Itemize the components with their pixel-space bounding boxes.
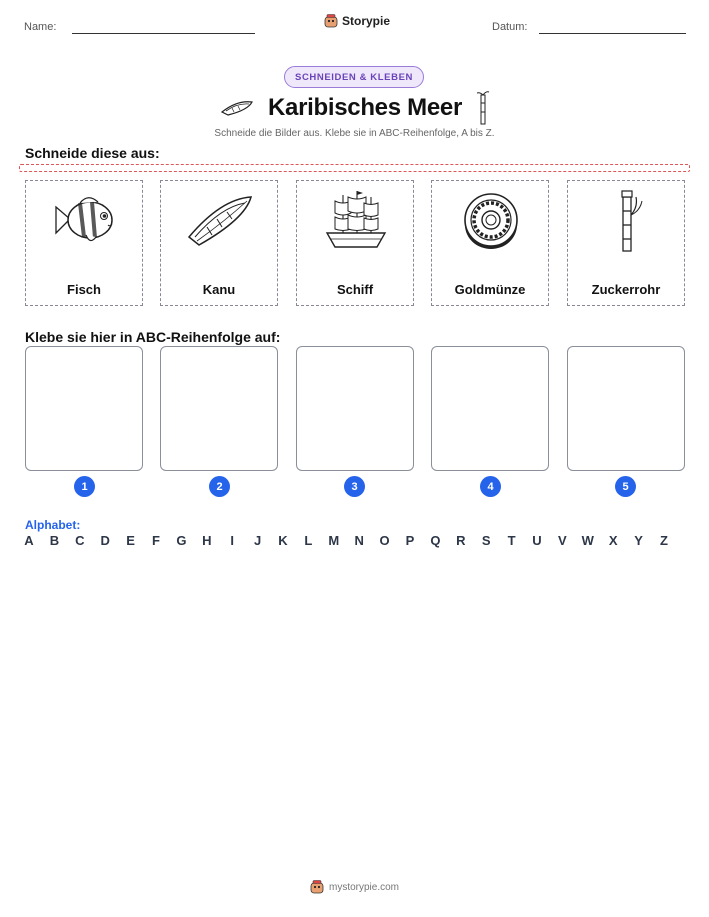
footer-url[interactable]: mystorypie.com [328, 881, 399, 893]
date-label: Datum: [492, 21, 528, 33]
name-label: Name: [24, 21, 57, 33]
alphabet-letter-g: G [176, 533, 187, 548]
alphabet-letter-j: J [253, 533, 262, 548]
paste-slot-5[interactable] [567, 346, 685, 471]
slot-number-3: 3 [344, 476, 365, 497]
coin-icon [456, 187, 526, 253]
alphabet-letter-d: D [100, 533, 110, 548]
sugarcane-icon [476, 91, 490, 125]
card-fisch[interactable] [25, 180, 143, 306]
card-goldmuenze[interactable] [431, 180, 549, 306]
alphabet-letter-n: N [354, 533, 364, 548]
alphabet-letter-x: X [608, 533, 618, 548]
page-title [200, 90, 510, 126]
alphabet-letter-v: V [558, 533, 567, 548]
alphabet-letter-k: K [278, 533, 288, 548]
alphabet-letter-p: P [405, 533, 415, 548]
name-line[interactable] [72, 33, 255, 34]
alphabet-letter-m: M [328, 533, 340, 548]
sugarcane-icon [592, 187, 662, 253]
alphabet-letter-w: W [581, 533, 594, 548]
alphabet-letter-o: O [379, 533, 390, 548]
card-label-schiff: Schiff [336, 282, 374, 297]
slot-number-5: 5 [615, 476, 636, 497]
alphabet-letter-r: R [456, 533, 466, 548]
instructions: Schneide die Bilder aus. Klebe sie in ABC-Reihenfolge, A bis Z. [214, 128, 495, 139]
slot-number-2: 2 [209, 476, 230, 497]
alphabet-letter-t: T [507, 533, 516, 548]
paste-slot-1[interactable] [25, 346, 143, 471]
alphabet-letter-y: Y [634, 533, 643, 548]
card-label-goldmuenze: Goldmünze [454, 282, 526, 297]
card-label-zuckerrohr: Zuckerrohr [591, 282, 661, 297]
slot-number-4: 4 [480, 476, 501, 497]
alphabet-letter-z: Z [660, 533, 668, 548]
card-schiff[interactable] [296, 180, 414, 306]
card-label-kanu: Kanu [202, 282, 236, 297]
card-kanu[interactable] [160, 180, 278, 306]
card-label-fisch: Fisch [67, 282, 101, 297]
activity-badge: SCHNEIDEN & KLEBEN [284, 66, 424, 88]
alphabet-letter-f: F [152, 533, 160, 548]
cut-heading: Schneide diese aus: [25, 145, 160, 161]
alphabet-letter-q: Q [430, 533, 441, 548]
fish-icon [50, 187, 120, 253]
footer [0, 880, 709, 894]
brand-logo [324, 14, 390, 28]
alphabet-letter-i: I [230, 533, 234, 548]
storypie-mascot-icon [310, 880, 324, 894]
paste-slot-2[interactable] [160, 346, 278, 471]
card-zuckerrohr[interactable] [567, 180, 685, 306]
paste-heading: Klebe sie hier in ABC-Reihenfolge auf: [25, 329, 281, 345]
alphabet-letter-s: S [481, 533, 491, 548]
alphabet-letter-a: A [24, 533, 34, 548]
canoe-icon [220, 98, 254, 118]
alphabet-letter-u: U [532, 533, 542, 548]
alphabet-letter-l: L [304, 533, 313, 548]
alphabet-letter-c: C [75, 533, 85, 548]
alphabet-label: Alphabet: [25, 518, 81, 532]
ship-icon [321, 187, 391, 253]
slot-number-1: 1 [74, 476, 95, 497]
paste-slot-4[interactable] [431, 346, 549, 471]
storypie-mascot-icon [324, 14, 338, 28]
date-line[interactable] [539, 33, 686, 34]
brand-name: Storypie [342, 14, 391, 28]
alphabet-letter-b: B [49, 533, 60, 548]
alphabet-row [25, 533, 685, 551]
alphabet-letter-h: H [202, 533, 212, 548]
cut-line [19, 164, 690, 172]
title-text: Karibisches Meer [268, 94, 462, 121]
alphabet-letter-e: E [126, 533, 135, 548]
canoe-icon [185, 187, 255, 253]
paste-slot-3[interactable] [296, 346, 414, 471]
